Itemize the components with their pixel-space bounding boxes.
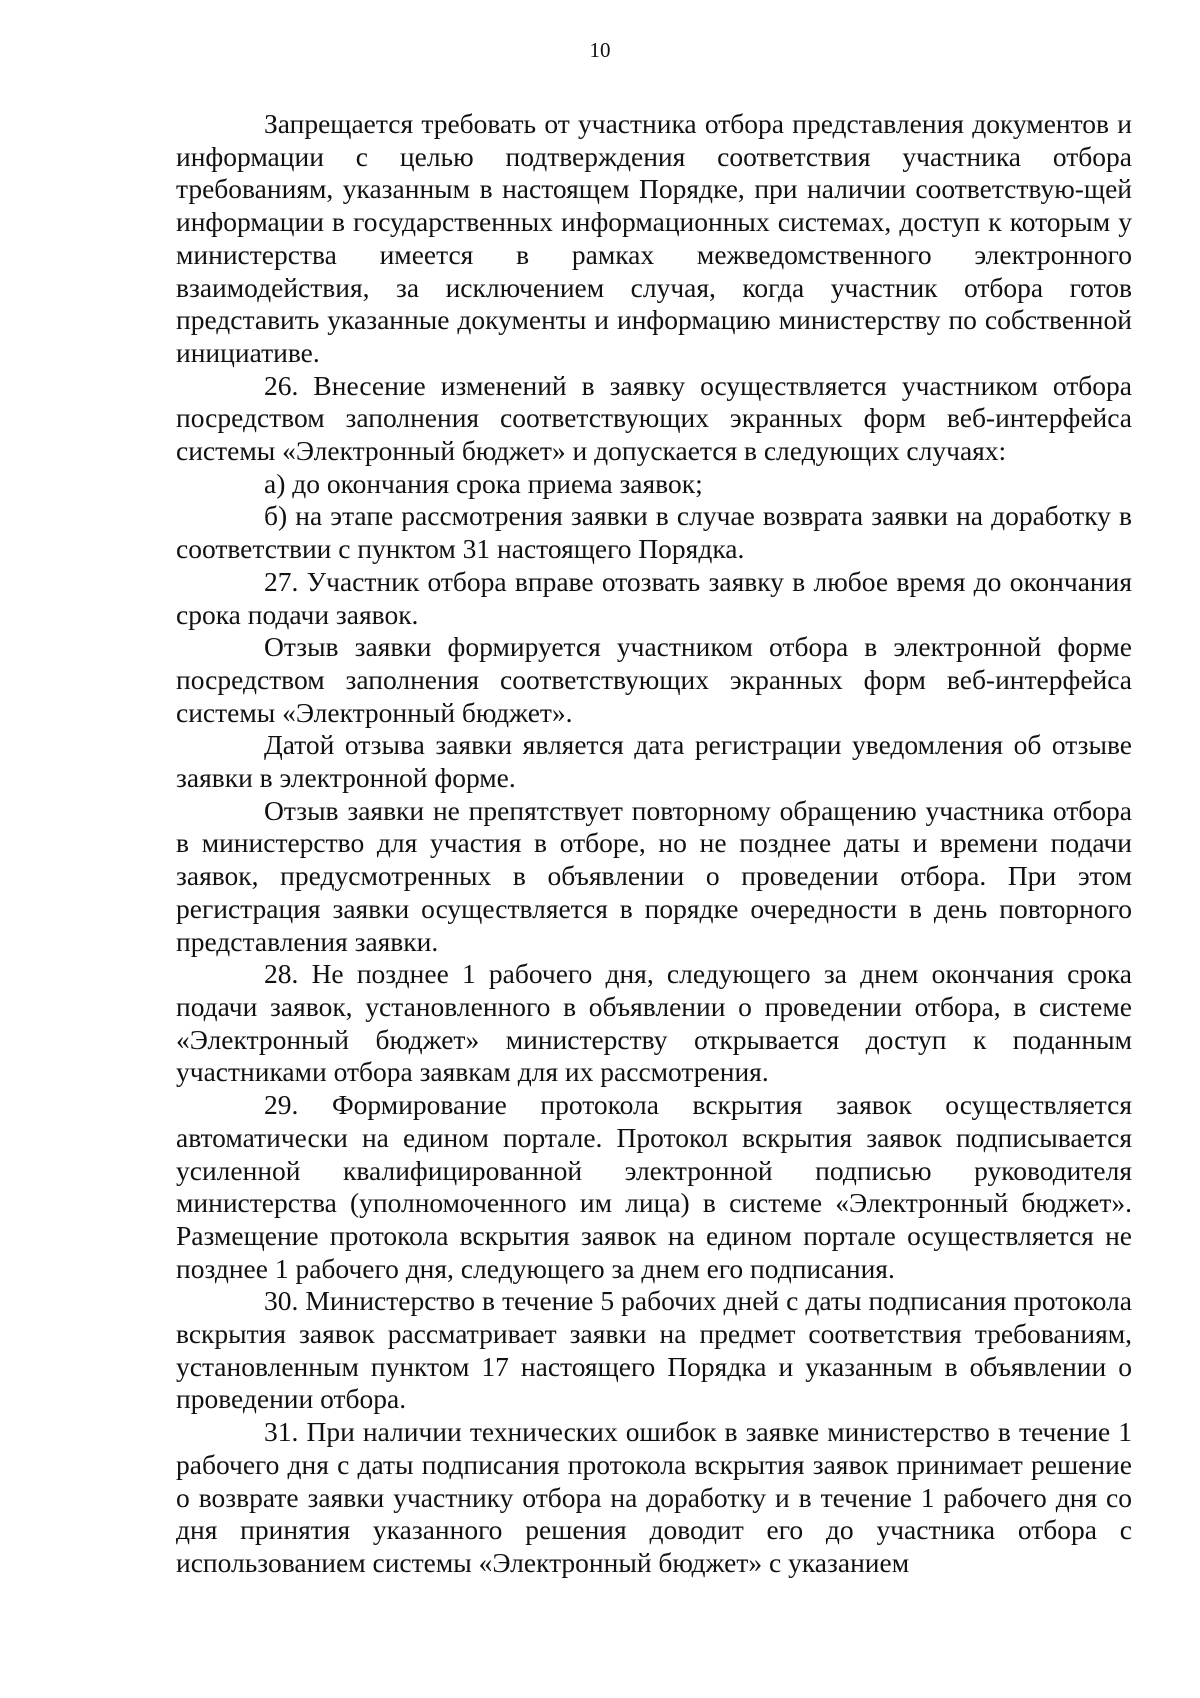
paragraph-26: 26. Внесение изменений в заявку осуществляется участником отбора посредством заполнения соответствующих экранных форм веб-интерфейса системы «Электронный бюджет» и допускается в следующих случаях: [176, 369, 1132, 467]
paragraph-28: 28. Не позднее 1 рабочего дня, следующего за днем окончания срока подачи заявок, установленного в объявлении о проведении отбора, в системе «Электронный бюджет» министерству открывается доступ к поданным участниками отбора заявкам для их рассмотрения. [176, 958, 1132, 1088]
paragraph-27-resubmission: Отзыв заявки не препятствует повторному обращению участника отбора в министерство для участия в отборе, но не позднее даты и времени подачи заявок, предусмотренных в объявлении о проведении отбора. При этом регистрация заявки осуществляется в порядке очередности в день повторного представления заявки. [176, 794, 1132, 957]
page-number: 10 [589, 38, 611, 62]
paragraph-26-a: а) до окончания срока приема заявок; [264, 467, 703, 499]
paragraph-30: 30. Министерство в течение 5 рабочих дней с даты подписания протокола вскрытия заявок рассматривает заявки на предмет соответствия требованиям, установленным пунктом 17 настоящего Порядка и указанным в объявлении о проведении отбора. [176, 1285, 1132, 1415]
paragraph-27-withdrawal-form: Отзыв заявки формируется участником отбора в электронной форме посредством заполнения соответствующих экранных форм веб-интерфейса системы «Электронный бюджет». [176, 631, 1132, 728]
paragraph-document-request-prohibition: Запрещается требовать от участника отбора представления документов и информации с целью подтверждения соответствия участника отбора требованиям, указанным в настоящем Порядке, при наличии соответствую-щей информации в государственных информационных системах, доступ к которым у министерства имеется в рамках межведомственного электронного взаимодействия, за исключением случая, когда участник отбора готов представить указанные документы и информацию министерству по собственной инициативе. [176, 108, 1132, 368]
document-body [176, 108, 1132, 1580]
paragraph-27: 27. Участник отбора вправе отозвать заявку в любое время до окончания срока подачи заявок. [176, 565, 1132, 630]
paragraph-27-withdrawal-date: Датой отзыва заявки является дата регистрации уведомления об отзыве заявки в электронной форме. [176, 729, 1132, 794]
paragraph-26-b: б) на этапе рассмотрения заявки в случае возврата заявки на доработку в соответствии с пунктом 31 настоящего Порядка. [176, 500, 1132, 565]
paragraph-31: 31. При наличии технических ошибок в заявке министерство в течение 1 рабочего дня с даты подписания протокола вскрытия заявок принимает решение о возврате заявки участнику отбора на доработку и в течение 1 рабочего дня со дня принятия указанного решения доводит его до участника отбора с использованием системы «Электронный бюджет» с указанием [176, 1416, 1132, 1578]
paragraph-29: 29. Формирование протокола вскрытия заявок осуществляется автоматически на едином портале. Протокол вскрытия заявок подписывается усиленной квалифицированной электронной подписью руководителя министерства (уполномоченного им лица) в системе «Электронный бюджет». Размещение протокола вскрытия заявок на едином портале осуществляется не позднее 1 рабочего дня, следующего за днем его подписания. [176, 1089, 1132, 1284]
